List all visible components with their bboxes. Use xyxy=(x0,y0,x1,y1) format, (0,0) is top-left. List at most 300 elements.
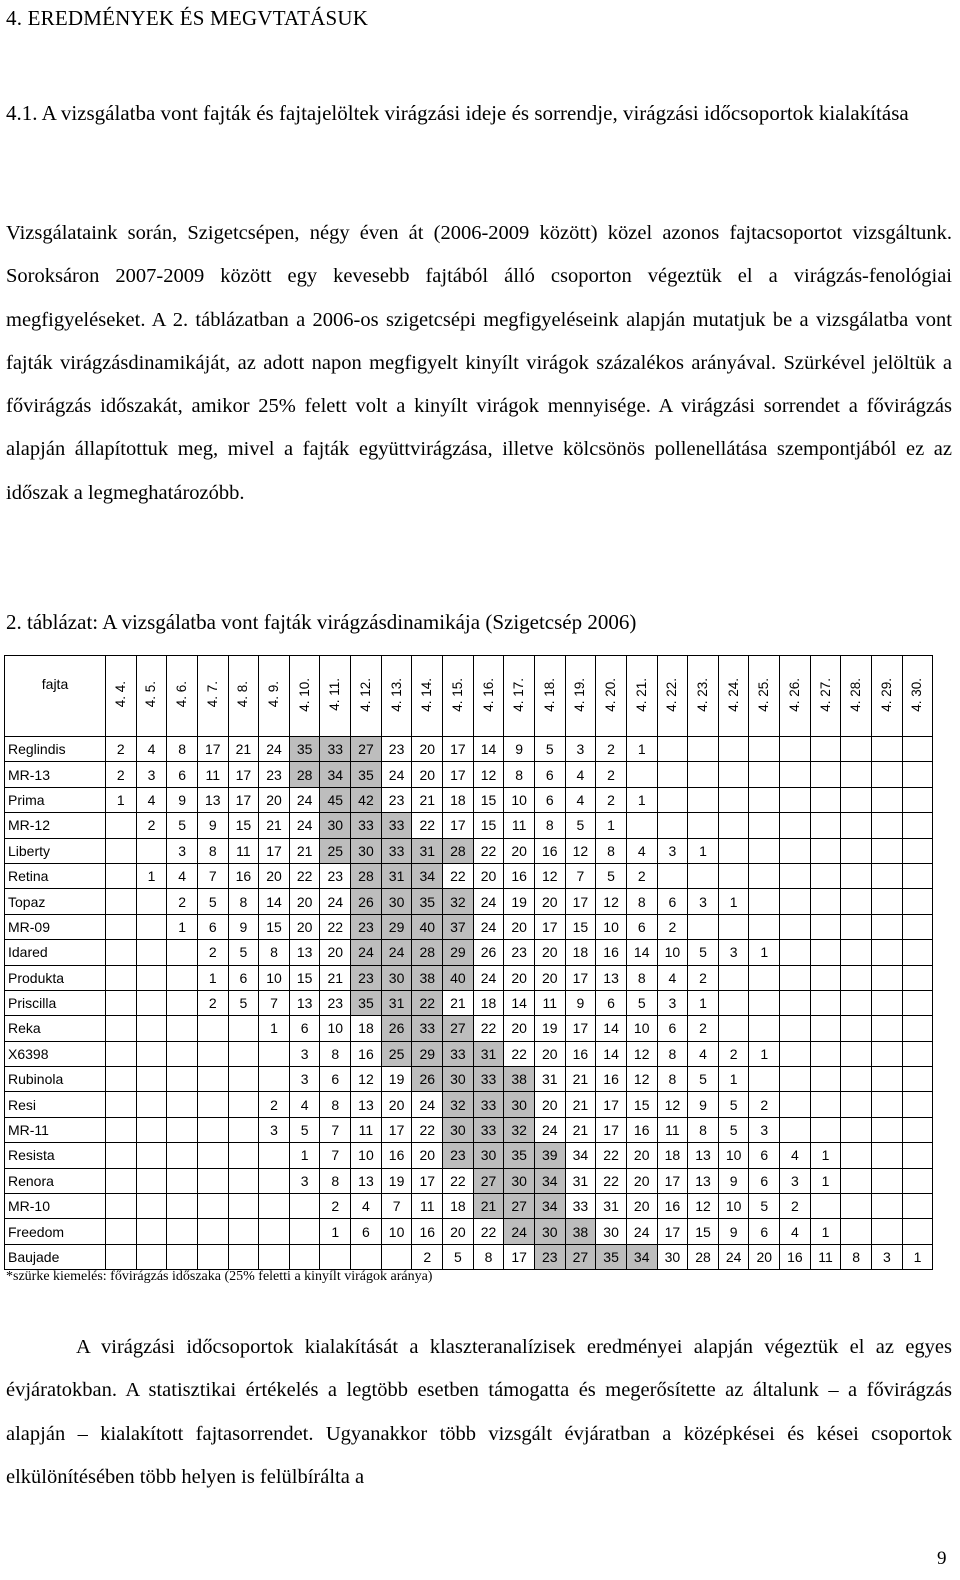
percent-cell: 18 xyxy=(473,990,504,1015)
percent-cell: 1 xyxy=(810,1219,841,1244)
empty-cell xyxy=(228,1219,259,1244)
percent-cell: 13 xyxy=(289,990,320,1015)
percent-cell: 16 xyxy=(596,1067,627,1092)
empty-cell xyxy=(780,889,811,914)
date-label: 4. 26. xyxy=(786,677,802,712)
percent-cell: 45 xyxy=(320,787,351,812)
empty-cell xyxy=(841,1041,872,1066)
percent-cell: 12 xyxy=(534,863,565,888)
header-date xyxy=(504,656,535,737)
empty-cell xyxy=(872,737,903,762)
empty-cell xyxy=(841,965,872,990)
empty-cell xyxy=(780,737,811,762)
header-date xyxy=(749,656,780,737)
percent-cell: 1 xyxy=(688,990,719,1015)
percent-cell: 6 xyxy=(626,914,657,939)
percent-cell: 3 xyxy=(289,1067,320,1092)
percent-cell: 31 xyxy=(473,1041,504,1066)
variety-name: Retina xyxy=(5,863,106,888)
empty-cell xyxy=(780,863,811,888)
percent-cell: 5 xyxy=(749,1194,780,1219)
empty-cell xyxy=(197,1016,228,1041)
percent-cell: 1 xyxy=(320,1219,351,1244)
percent-cell: 23 xyxy=(320,863,351,888)
table-row xyxy=(5,990,933,1015)
percent-cell: 15 xyxy=(473,787,504,812)
percent-cell: 30 xyxy=(534,1219,565,1244)
percent-cell: 22 xyxy=(412,1117,443,1142)
percent-cell: 16 xyxy=(626,1117,657,1142)
percent-cell: 17 xyxy=(565,889,596,914)
empty-cell xyxy=(810,1092,841,1117)
percent-cell: 24 xyxy=(718,1244,749,1269)
date-label: 4. 30. xyxy=(909,677,925,712)
percent-cell: 4 xyxy=(688,1041,719,1066)
empty-cell xyxy=(902,1168,933,1193)
percent-cell: 2 xyxy=(412,1244,443,1269)
percent-cell: 8 xyxy=(197,838,228,863)
percent-cell: 20 xyxy=(412,762,443,787)
empty-cell xyxy=(167,1016,198,1041)
percent-cell: 29 xyxy=(381,914,412,939)
percent-cell: 11 xyxy=(810,1244,841,1269)
table-row xyxy=(5,1219,933,1244)
percent-cell: 26 xyxy=(351,889,382,914)
percent-cell: 20 xyxy=(534,1041,565,1066)
empty-cell xyxy=(228,1244,259,1269)
percent-cell: 8 xyxy=(320,1092,351,1117)
percent-cell: 20 xyxy=(259,787,290,812)
header-date xyxy=(780,656,811,737)
percent-cell: 31 xyxy=(381,863,412,888)
empty-cell xyxy=(136,990,167,1015)
empty-cell xyxy=(106,889,137,914)
percent-cell: 8 xyxy=(657,1041,688,1066)
percent-cell: 24 xyxy=(351,940,382,965)
header-date xyxy=(381,656,412,737)
percent-cell: 28 xyxy=(443,838,474,863)
percent-cell: 31 xyxy=(412,838,443,863)
percent-cell: 23 xyxy=(259,762,290,787)
percent-cell: 17 xyxy=(228,762,259,787)
empty-cell xyxy=(657,813,688,838)
page-number: 9 xyxy=(937,1548,947,1569)
header-date xyxy=(106,656,137,737)
percent-cell: 9 xyxy=(504,737,535,762)
percent-cell: 8 xyxy=(320,1041,351,1066)
percent-cell: 24 xyxy=(320,889,351,914)
percent-cell: 8 xyxy=(534,813,565,838)
percent-cell: 20 xyxy=(534,1092,565,1117)
empty-cell xyxy=(197,1041,228,1066)
date-label: 4. 14. xyxy=(419,677,435,712)
percent-cell: 17 xyxy=(412,1168,443,1193)
percent-cell: 35 xyxy=(596,1244,627,1269)
percent-cell: 21 xyxy=(565,1067,596,1092)
percent-cell: 3 xyxy=(565,737,596,762)
empty-cell xyxy=(780,1016,811,1041)
percent-cell: 30 xyxy=(381,889,412,914)
percent-cell: 10 xyxy=(626,1016,657,1041)
empty-cell xyxy=(841,1143,872,1168)
percent-cell: 12 xyxy=(473,762,504,787)
percent-cell: 24 xyxy=(381,940,412,965)
date-label: 4. 8. xyxy=(235,681,251,708)
percent-cell: 7 xyxy=(565,863,596,888)
flowering-dynamics-table xyxy=(4,655,933,1270)
date-label: 4. 23. xyxy=(694,677,710,712)
empty-cell xyxy=(902,762,933,787)
empty-cell xyxy=(780,965,811,990)
percent-cell: 13 xyxy=(351,1092,382,1117)
table-row xyxy=(5,889,933,914)
percent-cell: 4 xyxy=(780,1143,811,1168)
table-row xyxy=(5,1143,933,1168)
table-row xyxy=(5,940,933,965)
empty-cell xyxy=(810,1041,841,1066)
empty-cell xyxy=(289,1219,320,1244)
empty-cell xyxy=(841,990,872,1015)
percent-cell: 20 xyxy=(504,1016,535,1041)
percent-cell: 5 xyxy=(718,1092,749,1117)
empty-cell xyxy=(106,1194,137,1219)
variety-name: MR-09 xyxy=(5,914,106,939)
percent-cell: 20 xyxy=(289,889,320,914)
empty-cell xyxy=(780,762,811,787)
date-label: 4. 28. xyxy=(848,677,864,712)
empty-cell xyxy=(136,889,167,914)
percent-cell: 24 xyxy=(504,1219,535,1244)
empty-cell xyxy=(841,787,872,812)
empty-cell xyxy=(106,1092,137,1117)
table-row xyxy=(5,762,933,787)
percent-cell: 40 xyxy=(443,965,474,990)
table-row xyxy=(5,1117,933,1142)
percent-cell: 20 xyxy=(749,1244,780,1269)
percent-cell: 37 xyxy=(443,914,474,939)
empty-cell xyxy=(810,838,841,863)
empty-cell xyxy=(810,787,841,812)
percent-cell: 9 xyxy=(197,813,228,838)
percent-cell: 40 xyxy=(412,914,443,939)
header-date xyxy=(259,656,290,737)
empty-cell xyxy=(197,1194,228,1219)
percent-cell: 31 xyxy=(596,1194,627,1219)
date-label: 4. 29. xyxy=(878,677,894,712)
date-label: 4. 13. xyxy=(388,677,404,712)
percent-cell: 1 xyxy=(259,1016,290,1041)
header-date xyxy=(351,656,382,737)
percent-cell: 5 xyxy=(167,813,198,838)
percent-cell: 21 xyxy=(473,1194,504,1219)
percent-cell: 9 xyxy=(228,914,259,939)
empty-cell xyxy=(136,1016,167,1041)
percent-cell: 9 xyxy=(167,787,198,812)
header-date xyxy=(197,656,228,737)
empty-cell xyxy=(106,1041,137,1066)
percent-cell: 6 xyxy=(749,1168,780,1193)
percent-cell: 2 xyxy=(197,990,228,1015)
percent-cell: 22 xyxy=(596,1168,627,1193)
percent-cell: 10 xyxy=(320,1016,351,1041)
empty-cell xyxy=(106,863,137,888)
percent-cell: 33 xyxy=(381,813,412,838)
empty-cell xyxy=(810,737,841,762)
empty-cell xyxy=(259,1143,290,1168)
percent-cell: 21 xyxy=(565,1117,596,1142)
percent-cell: 21 xyxy=(289,838,320,863)
percent-cell: 2 xyxy=(596,737,627,762)
percent-cell: 39 xyxy=(534,1143,565,1168)
percent-cell: 7 xyxy=(259,990,290,1015)
percent-cell: 6 xyxy=(228,965,259,990)
empty-cell xyxy=(197,1244,228,1269)
empty-cell xyxy=(718,737,749,762)
empty-cell xyxy=(780,914,811,939)
percent-cell: 12 xyxy=(351,1067,382,1092)
table-row xyxy=(5,1194,933,1219)
empty-cell xyxy=(688,762,719,787)
percent-cell: 1 xyxy=(749,940,780,965)
percent-cell: 22 xyxy=(473,1016,504,1041)
empty-cell xyxy=(657,737,688,762)
percent-cell: 5 xyxy=(688,1067,719,1092)
empty-cell xyxy=(902,914,933,939)
percent-cell: 15 xyxy=(626,1092,657,1117)
empty-cell xyxy=(259,1194,290,1219)
date-label: 4. 21. xyxy=(633,677,649,712)
percent-cell: 17 xyxy=(381,1117,412,1142)
empty-cell xyxy=(810,940,841,965)
percent-cell: 2 xyxy=(106,737,137,762)
percent-cell: 4 xyxy=(565,762,596,787)
percent-cell: 2 xyxy=(596,787,627,812)
percent-cell: 4 xyxy=(657,965,688,990)
variety-name: Reka xyxy=(5,1016,106,1041)
empty-cell xyxy=(872,1016,903,1041)
percent-cell: 27 xyxy=(351,737,382,762)
percent-cell: 12 xyxy=(596,889,627,914)
percent-cell: 20 xyxy=(443,1219,474,1244)
empty-cell xyxy=(841,737,872,762)
percent-cell: 19 xyxy=(504,889,535,914)
percent-cell: 20 xyxy=(504,965,535,990)
percent-cell: 6 xyxy=(749,1219,780,1244)
table-row xyxy=(5,1092,933,1117)
percent-cell: 20 xyxy=(534,889,565,914)
percent-cell: 18 xyxy=(657,1143,688,1168)
percent-cell: 9 xyxy=(565,990,596,1015)
percent-cell: 3 xyxy=(167,838,198,863)
empty-cell xyxy=(106,813,137,838)
percent-cell: 8 xyxy=(596,838,627,863)
percent-cell: 38 xyxy=(412,965,443,990)
percent-cell: 19 xyxy=(534,1016,565,1041)
percent-cell: 22 xyxy=(412,990,443,1015)
empty-cell xyxy=(902,1092,933,1117)
variety-name: Rubinola xyxy=(5,1067,106,1092)
empty-cell xyxy=(749,838,780,863)
percent-cell: 13 xyxy=(688,1143,719,1168)
percent-cell: 3 xyxy=(657,990,688,1015)
percent-cell: 3 xyxy=(289,1168,320,1193)
date-label: 4. 25. xyxy=(756,677,772,712)
percent-cell: 13 xyxy=(596,965,627,990)
percent-cell: 34 xyxy=(320,762,351,787)
header-date xyxy=(841,656,872,737)
percent-cell: 19 xyxy=(381,1168,412,1193)
empty-cell xyxy=(780,838,811,863)
empty-cell xyxy=(749,863,780,888)
percent-cell: 30 xyxy=(657,1244,688,1269)
variety-name: Resi xyxy=(5,1092,106,1117)
empty-cell xyxy=(718,914,749,939)
percent-cell: 9 xyxy=(718,1168,749,1193)
empty-cell xyxy=(626,813,657,838)
empty-cell xyxy=(902,965,933,990)
percent-cell: 16 xyxy=(534,838,565,863)
empty-cell xyxy=(106,1168,137,1193)
empty-cell xyxy=(688,787,719,812)
percent-cell: 10 xyxy=(351,1143,382,1168)
percent-cell: 11 xyxy=(351,1117,382,1142)
date-label: 4. 17. xyxy=(511,677,527,712)
percent-cell: 30 xyxy=(473,1143,504,1168)
percent-cell: 5 xyxy=(688,940,719,965)
empty-cell xyxy=(841,863,872,888)
percent-cell: 34 xyxy=(412,863,443,888)
percent-cell: 22 xyxy=(504,1041,535,1066)
percent-cell: 14 xyxy=(259,889,290,914)
percent-cell: 16 xyxy=(351,1041,382,1066)
percent-cell: 23 xyxy=(351,965,382,990)
empty-cell xyxy=(197,1219,228,1244)
empty-cell xyxy=(167,1244,198,1269)
percent-cell: 33 xyxy=(565,1194,596,1219)
percent-cell: 3 xyxy=(259,1117,290,1142)
percent-cell: 17 xyxy=(443,813,474,838)
percent-cell: 26 xyxy=(381,1016,412,1041)
percent-cell: 13 xyxy=(351,1168,382,1193)
empty-cell xyxy=(841,940,872,965)
empty-cell xyxy=(902,838,933,863)
percent-cell: 5 xyxy=(534,737,565,762)
empty-cell xyxy=(228,1143,259,1168)
percent-cell: 2 xyxy=(167,889,198,914)
percent-cell: 24 xyxy=(289,813,320,838)
empty-cell xyxy=(902,1194,933,1219)
empty-cell xyxy=(749,1067,780,1092)
percent-cell: 16 xyxy=(657,1194,688,1219)
percent-cell: 3 xyxy=(657,838,688,863)
empty-cell xyxy=(381,1244,412,1269)
percent-cell: 8 xyxy=(688,1117,719,1142)
empty-cell xyxy=(718,838,749,863)
empty-cell xyxy=(688,737,719,762)
percent-cell: 13 xyxy=(688,1168,719,1193)
percent-cell: 28 xyxy=(289,762,320,787)
empty-cell xyxy=(810,762,841,787)
empty-cell xyxy=(872,787,903,812)
percent-cell: 5 xyxy=(228,990,259,1015)
variety-name: Produkta xyxy=(5,965,106,990)
percent-cell: 16 xyxy=(596,940,627,965)
empty-cell xyxy=(780,813,811,838)
percent-cell: 30 xyxy=(596,1219,627,1244)
percent-cell: 17 xyxy=(657,1219,688,1244)
empty-cell xyxy=(780,990,811,1015)
percent-cell: 10 xyxy=(259,965,290,990)
percent-cell: 20 xyxy=(289,914,320,939)
percent-cell: 20 xyxy=(534,940,565,965)
percent-cell: 28 xyxy=(688,1244,719,1269)
percent-cell: 8 xyxy=(167,737,198,762)
variety-name: Topaz xyxy=(5,889,106,914)
percent-cell: 15 xyxy=(228,813,259,838)
percent-cell: 2 xyxy=(596,762,627,787)
empty-cell xyxy=(136,940,167,965)
percent-cell: 34 xyxy=(626,1244,657,1269)
percent-cell: 12 xyxy=(688,1194,719,1219)
percent-cell: 10 xyxy=(718,1143,749,1168)
empty-cell xyxy=(718,965,749,990)
percent-cell: 23 xyxy=(504,940,535,965)
percent-cell: 2 xyxy=(749,1092,780,1117)
empty-cell xyxy=(228,1016,259,1041)
date-label: 4. 24. xyxy=(725,677,741,712)
percent-cell: 3 xyxy=(872,1244,903,1269)
empty-cell xyxy=(872,838,903,863)
percent-cell: 35 xyxy=(351,762,382,787)
percent-cell: 1 xyxy=(749,1041,780,1066)
body-paragraph-1: Vizsgálataink során, Szigetcsépen, négy éven át (2006-2009 között) közel azonos fajtacsoportot vizsgáltunk. Soroksáron 2007-2009 között egy kevesebb fajtából álló csoporton végeztük el a virágzás-fenológiai megfigyeléseket. A 2. táblázatban a 2006-os szigetcsépi megfigyeléseink alapján mutatjuk be a vizsgálatba vont fajták virágzásdinamikáját, az adott napon megfigyelt kinyílt virágok százalékos arányával. Szürkével jelöltük a fővirágzás időszakát, amikor 25% felett volt a kinyílt virágok mennyisége. A virágzási sorrendet a fővirágzás alapján állapítottuk meg, mivel a fajták együttvirágzása, illetve kölcsönös pollenellátása szempontjából ez az időszak a legmeghatározóbb. xyxy=(6,222,952,504)
percent-cell: 34 xyxy=(534,1194,565,1219)
empty-cell xyxy=(749,990,780,1015)
percent-cell: 33 xyxy=(473,1092,504,1117)
percent-cell: 14 xyxy=(473,737,504,762)
percent-cell: 17 xyxy=(596,1092,627,1117)
date-label: 4. 19. xyxy=(572,677,588,712)
percent-cell: 2 xyxy=(688,1016,719,1041)
percent-cell: 32 xyxy=(443,1092,474,1117)
empty-cell xyxy=(351,1244,382,1269)
empty-cell xyxy=(872,1143,903,1168)
header-date xyxy=(596,656,627,737)
percent-cell: 28 xyxy=(412,940,443,965)
percent-cell: 2 xyxy=(320,1194,351,1219)
table-header-row xyxy=(5,656,933,737)
empty-cell xyxy=(841,1219,872,1244)
percent-cell: 30 xyxy=(351,838,382,863)
percent-cell: 11 xyxy=(412,1194,443,1219)
empty-cell xyxy=(872,762,903,787)
percent-cell: 31 xyxy=(565,1168,596,1193)
percent-cell: 2 xyxy=(688,965,719,990)
percent-cell: 2 xyxy=(197,940,228,965)
header-date xyxy=(443,656,474,737)
empty-cell xyxy=(810,1117,841,1142)
empty-cell xyxy=(136,1067,167,1092)
percent-cell: 3 xyxy=(718,940,749,965)
percent-cell: 16 xyxy=(381,1143,412,1168)
empty-cell xyxy=(841,914,872,939)
percent-cell: 5 xyxy=(197,889,228,914)
percent-cell: 1 xyxy=(106,787,137,812)
empty-cell xyxy=(810,1067,841,1092)
percent-cell: 17 xyxy=(504,1244,535,1269)
empty-cell xyxy=(106,1244,137,1269)
header-date xyxy=(626,656,657,737)
